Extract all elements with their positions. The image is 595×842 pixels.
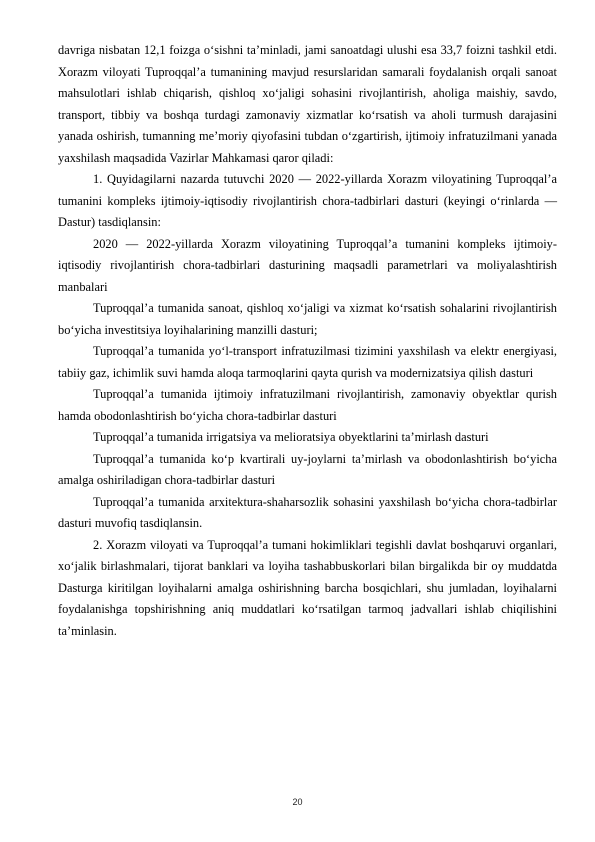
paragraph-transport-program: Tuproqqalʼa tumanida yoʻl-transport infratuzilmasi tizimini yaxshilash va elektr energiyasi, tabiiy gaz, ichimlik suvi hamda aloqa tarmoqlarini qayta qurish va modernizatsiya qilish dasturi <box>58 344 557 380</box>
paragraph-item-2: 2. Xorazm viloyati va Tuproqqalʼa tumani hokimliklari tegishli davlat boshqaruvi organlari, xoʻjalik birlashmalari, tijorat banklari va loyiha tashabbuskorlari bilan birgalikda bir oy muddatda Dasturga kiritilgan loyihalarni amalga oshirishning barcha bosqichlari, shu jumladan, loyihalarni foydalanishga topshirishning aniq muddatlari koʻrsatilgan tarmoq jadvallari ishlab chiqilishini taʼminlasin. <box>58 537 557 638</box>
paragraph-housing-program: Tuproqqalʼa tumanida koʻp kvartirali uy-joylarni taʼmirlash va obodonlashtirish boʻyicha amalga oshiriladigan chora-tadbirlar dasturi <box>58 451 557 487</box>
paragraph-intro: davriga nisbatan 12,1 foizga oʻsishni taʼminladi, jami sanoatdagi ulushi esa 33,7 foizni tashkil etdi. Xorazm viloyati Tuproqqalʼa tumanining mavjud resurslaridan samarali foydalanish orqali sanoat mahsulotlari ishlab chiqarish, qishloq xoʻjaligi sohasini rivojlantirish, aholiga maishiy, savdo, transport, tibbiy va boshqa turdagi zamonaviy xizmatlar koʻrsatish va aholi turmush darajasini yanada oshirish, tumanning meʼmoriy qiyofasini tubdan oʻzgartirish, ijtimoiy infratuzilmani yanada yaxshilash maqsadida Vazirlar Mahkamasi qaror qiladi: <box>58 43 557 165</box>
paragraph-social-infrastructure: Tuproqqalʼa tumanida ijtimoiy infratuzilmani rivojlantirish, zamonaviy obyektlar qurish hamda obodonlashtirish boʻyicha chora-tadbirlar dasturi <box>58 387 557 423</box>
paragraph-irrigation-program: Tuproqqalʼa tumanida irrigatsiya va melioratsiya obyektlarini taʼmirlash dasturi <box>93 430 489 444</box>
document-body <box>58 40 557 642</box>
paragraph-architecture-program: Tuproqqalʼa tumanida arxitektura-shaharsozlik sohasini yaxshilash boʻyicha chora-tadbirlar dasturi muvofiq tasdiqlansin. <box>58 494 557 530</box>
paragraph-investment-program: Tuproqqalʼa tumanida sanoat, qishloq xoʻjaligi va xizmat koʻrsatish sohalarini rivojlantirish boʻyicha investitsiya loyihalarining manzilli dasturi; <box>58 301 557 337</box>
paragraph-item-1: 1. Quyidagilarni nazarda tutuvchi 2020 — 2022-yillarda Xorazm viloyatining Tuproqqalʼa tumanini kompleks ijtimoiy-iqtisodiy rivojlantirish chora-tadbirlari dasturi (keyingi oʻrinlarda — Dastur) tasdiqlansin: <box>58 172 557 229</box>
paragraph-target-parameters: 2020 — 2022-yillarda Xorazm viloyatining Tuproqqalʼa tumanini kompleks ijtimoiy-iqtisodiy rivojlantirish chora-tadbirlari dasturining maqsadli parametrlari va moliyalashtirish manbalari <box>58 236 557 294</box>
page-number: 20 <box>292 797 303 807</box>
